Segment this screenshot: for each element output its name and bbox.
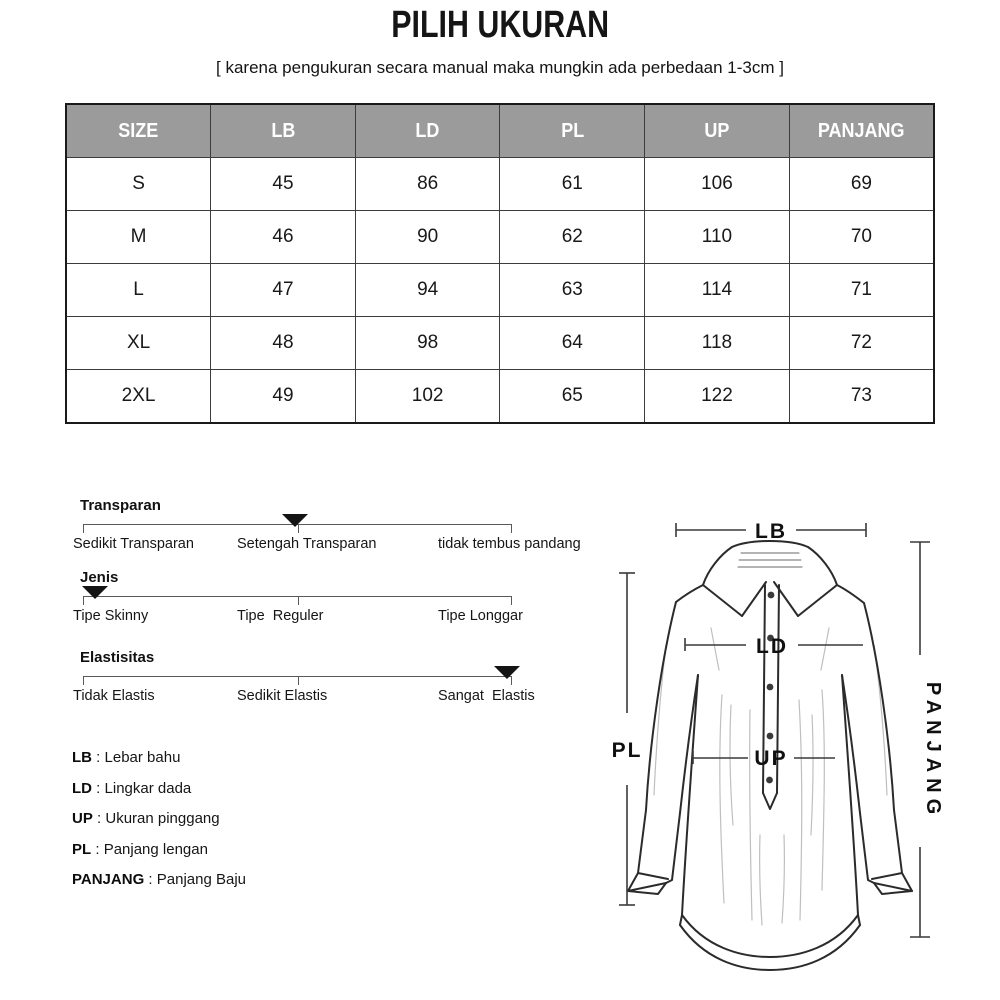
page-subtitle: [ karena pengukuran secara manual maka mungkin ada perbedaan 1-3cm ] xyxy=(216,58,784,77)
legend-desc: Panjang Baju xyxy=(156,871,246,888)
legend-desc: Lebar bahu xyxy=(104,749,181,766)
up-cell: 122 xyxy=(645,370,790,424)
legend-abbr: PANJANG xyxy=(72,871,145,888)
size-cell: L xyxy=(66,264,211,317)
fit-type-scale xyxy=(65,570,600,636)
scale-option-label: Tipe Reguler xyxy=(237,608,324,624)
transparency-scale xyxy=(65,498,600,564)
fit-type-scale-title: Jenis xyxy=(80,569,119,586)
scale-option-label: Setengah Transparan xyxy=(237,536,377,552)
pl-cell: 65 xyxy=(500,370,645,424)
pl-cell: 64 xyxy=(500,317,645,370)
scale-tick-middle xyxy=(298,596,299,605)
shirt-line-drawing xyxy=(600,495,1000,980)
scale-option-label: Sedikit Elastis xyxy=(237,688,328,704)
legend-item-lb xyxy=(72,750,432,765)
column-header-lb: LB xyxy=(211,104,356,158)
chest-label: LD xyxy=(756,635,788,658)
garment-length-label: PANJANG xyxy=(922,681,944,821)
scale-tick-start xyxy=(83,676,84,685)
legend-desc: Panjang lengan xyxy=(103,840,208,858)
panjang-cell: 69 xyxy=(789,158,934,211)
lb-cell: 47 xyxy=(211,264,356,317)
page-title xyxy=(0,4,1000,47)
size-table xyxy=(65,103,935,424)
legend-separator: : xyxy=(92,749,105,766)
scale-tick-end xyxy=(511,524,512,533)
scale-option-label: Tipe Longgar xyxy=(438,608,523,624)
fabric-fold-lines xyxy=(654,628,887,925)
lb-cell: 45 xyxy=(211,158,356,211)
legend-item-ld xyxy=(72,781,432,796)
legend-abbr: LB xyxy=(72,749,92,766)
scale-option-label: Tidak Elastis xyxy=(73,688,155,704)
legend-separator: : xyxy=(91,840,104,858)
scale-option-label: Sedikit Transparan xyxy=(73,536,194,552)
legend-item-pl xyxy=(72,842,432,857)
column-header-ld: LD xyxy=(355,104,500,158)
ld-cell: 90 xyxy=(355,211,500,264)
legend-separator: : xyxy=(92,810,106,827)
column-header-panjang: PANJANG xyxy=(789,104,934,158)
legend-desc: Ukuran pinggang xyxy=(105,810,220,827)
sleeve-length-label: PL xyxy=(611,739,643,762)
panjang-cell: 72 xyxy=(789,317,934,370)
legend-desc: Lingkar dada xyxy=(104,779,192,797)
scale-option-label: Tipe Skinny xyxy=(73,608,149,624)
abbreviation-legend xyxy=(72,750,432,903)
shoulder-width-label: LB xyxy=(755,520,787,543)
table-row-m xyxy=(66,211,934,264)
size-cell: S xyxy=(66,158,211,211)
panjang-cell: 71 xyxy=(789,264,934,317)
legend-abbr: PL xyxy=(72,840,92,858)
scale-option-label: tidak tembus pandang xyxy=(438,536,581,552)
pl-cell: 61 xyxy=(500,158,645,211)
waist-label: UP xyxy=(754,747,788,770)
pl-cell: 63 xyxy=(500,264,645,317)
table-row-xl xyxy=(66,317,934,370)
scale-tick-end xyxy=(511,596,512,605)
legend-separator: : xyxy=(92,779,105,797)
size-cell: M xyxy=(66,211,211,264)
elasticity-scale-title: Elastisitas xyxy=(80,649,155,666)
table-row-s xyxy=(66,158,934,211)
page-title-text: PILIH UKURAN xyxy=(391,4,609,46)
column-header-pl: PL xyxy=(500,104,645,158)
column-header-size: SIZE xyxy=(66,104,211,158)
scale-tick-start xyxy=(83,524,84,533)
size-cell: XL xyxy=(66,317,211,370)
size-cell: 2XL xyxy=(66,370,211,424)
ld-cell: 94 xyxy=(355,264,500,317)
table-row-l xyxy=(66,264,934,317)
triangle-marker-icon xyxy=(82,586,108,599)
legend-item-up xyxy=(72,811,432,826)
column-header-up: UP xyxy=(645,104,790,158)
lb-cell: 46 xyxy=(211,211,356,264)
legend-abbr: UP xyxy=(72,810,93,827)
lb-cell: 49 xyxy=(211,370,356,424)
up-cell: 110 xyxy=(645,211,790,264)
elasticity-scale xyxy=(65,650,600,716)
table-row-2xl xyxy=(66,370,934,424)
shirt-measurement-diagram xyxy=(600,495,1000,980)
transparency-scale-title: Transparan xyxy=(80,497,161,514)
pl-cell: 62 xyxy=(500,211,645,264)
triangle-marker-icon xyxy=(494,666,520,679)
up-cell: 114 xyxy=(645,264,790,317)
lb-cell: 48 xyxy=(211,317,356,370)
legend-abbr: LD xyxy=(72,779,92,797)
panjang-cell: 70 xyxy=(789,211,934,264)
scale-option-label: Sangat Elastis xyxy=(438,688,535,704)
collar-band-stripes xyxy=(738,553,802,567)
size-table-header-row xyxy=(66,104,934,158)
scale-tick-middle xyxy=(298,676,299,685)
legend-separator: : xyxy=(144,871,157,888)
ld-cell: 86 xyxy=(355,158,500,211)
up-cell: 106 xyxy=(645,158,790,211)
triangle-marker-icon xyxy=(282,514,308,527)
legend-item-panjang xyxy=(72,872,432,887)
up-cell: 118 xyxy=(645,317,790,370)
panjang-cell: 73 xyxy=(789,370,934,424)
ld-cell: 98 xyxy=(355,317,500,370)
ld-cell: 102 xyxy=(355,370,500,424)
